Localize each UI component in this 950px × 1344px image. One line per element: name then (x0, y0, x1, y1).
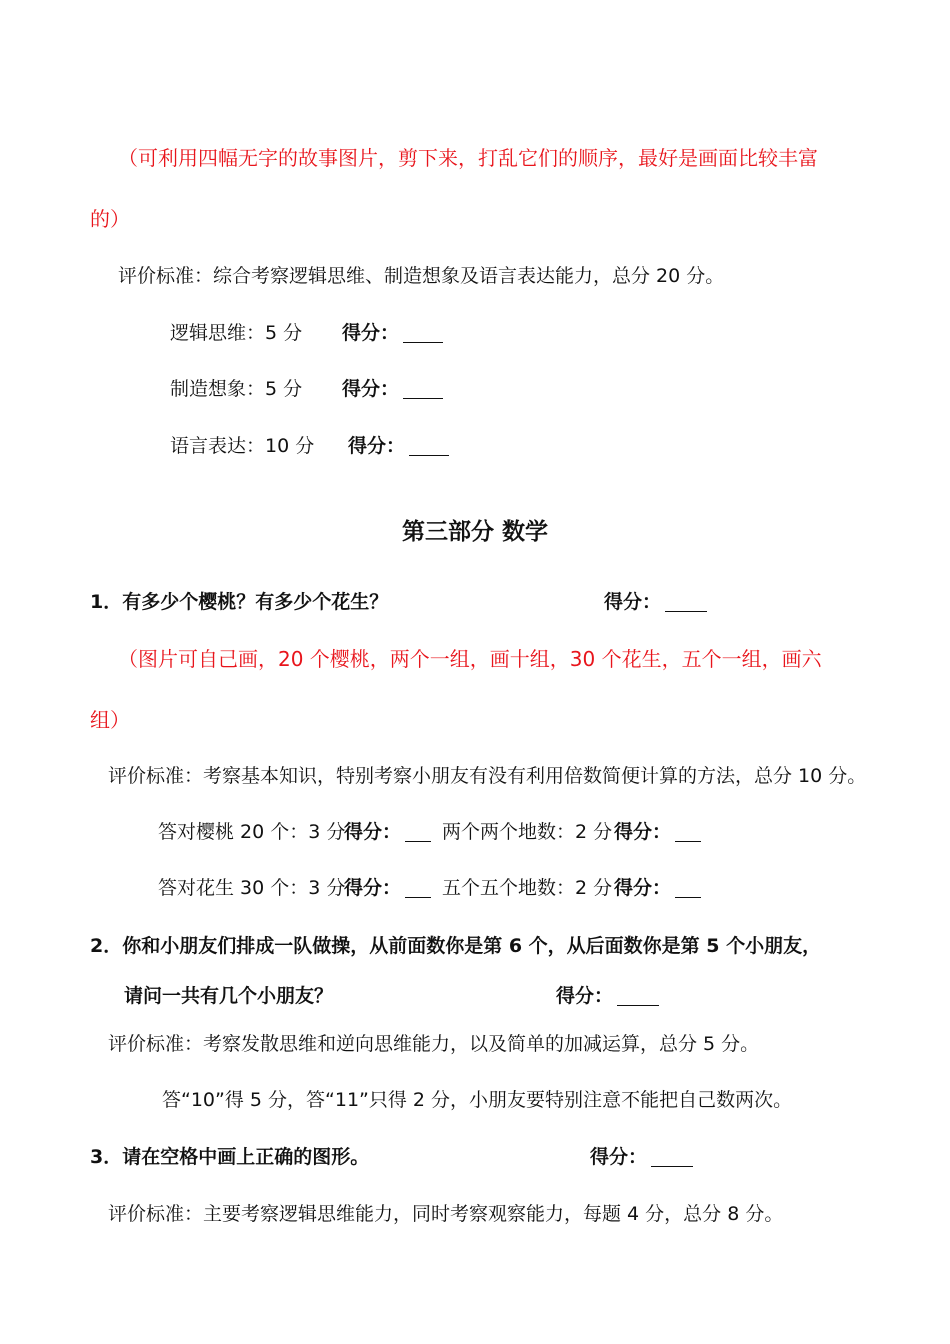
score-label: 得分： (344, 818, 431, 846)
score-row-imagination (170, 375, 400, 403)
question-2-text: 请问一共有几个小朋友？ (124, 985, 334, 1007)
score-row-label: 五个五个地数：2 分 (442, 877, 613, 899)
score-blank (617, 985, 659, 1006)
score-blank (405, 821, 431, 842)
question-1-note-line-2: 组） (90, 708, 130, 732)
question-2-score: 得分： (556, 982, 659, 1010)
question-3 (90, 1143, 790, 1171)
question-1-note-line-1: （图片可自己画，20 个樱桃，两个一组，画十组，30 个花生，五个一组，画六 (118, 647, 822, 671)
score-blank (403, 378, 443, 399)
score-row-language (170, 432, 406, 460)
question-2-criteria: 评价标准：考察发散思维和逆向思维能力，以及简单的加减运算，总分 5 分。 (108, 1033, 760, 1055)
question-2-answer: 答“10”得 5 分，答“11”只得 2 分，小朋友要特别注意不能把自己数两次。 (162, 1089, 793, 1111)
score-label: 得分： (348, 432, 449, 460)
question-1-score: 得分： (604, 588, 707, 616)
score-blank (409, 435, 449, 456)
question-3-score: 得分： (590, 1143, 693, 1171)
score-row-label: 语言表达：10 分 (170, 435, 315, 457)
score-label: 得分： (614, 818, 701, 846)
story-note-line-1: （可利用四幅无字的故事图片，剪下来，打乱它们的顺序，最好是画面比较丰富 (118, 146, 818, 170)
score-blank (675, 877, 701, 898)
score-blank (403, 322, 443, 343)
score-blank (675, 821, 701, 842)
score-row-logic (170, 319, 400, 347)
question-3-text: 3．请在空格中画上正确的图形。 (90, 1146, 370, 1168)
score-blank (651, 1146, 693, 1167)
score-row-label: 逻辑思维：5 分 (170, 322, 303, 344)
question-1-text: 1．有多少个樱桃？有多少个花生？ (90, 591, 389, 613)
score-row-label: 答对花生 30 个：3 分 (158, 877, 346, 899)
question-1 (90, 588, 890, 616)
question-3-criteria: 评价标准：主要考察逻辑思维能力，同时考察观察能力，每题 4 分，总分 8 分。 (108, 1203, 784, 1225)
question-1-score-row (158, 818, 758, 846)
story-note-line-2: 的） (90, 207, 130, 231)
story-criteria: 评价标准：综合考察逻辑思维、制造想象及语言表达能力，总分 20 分。 (118, 265, 725, 287)
question-2-line-1: 2．你和小朋友们排成一队做操，从前面数你是第 6 个，从后面数你是第 5 个小朋友， (90, 935, 822, 957)
section-title: 第三部分 数学 (401, 519, 548, 545)
score-label: 得分： (344, 874, 431, 902)
score-blank (405, 877, 431, 898)
question-1-criteria: 评价标准：考察基本知识，特别考察小朋友有没有利用倍数简便计算的方法，总分 10 分。 (108, 765, 867, 787)
score-row-label: 两个两个地数：2 分 (442, 821, 613, 843)
score-label: 得分： (614, 874, 701, 902)
question-2-line-2 (124, 982, 824, 1010)
score-label: 得分： (342, 375, 443, 403)
score-row-label: 答对樱桃 20 个：3 分 (158, 821, 346, 843)
score-row-label: 制造想象：5 分 (170, 378, 303, 400)
score-label: 得分： (342, 319, 443, 347)
score-blank (665, 591, 707, 612)
question-1-score-row (158, 874, 758, 902)
